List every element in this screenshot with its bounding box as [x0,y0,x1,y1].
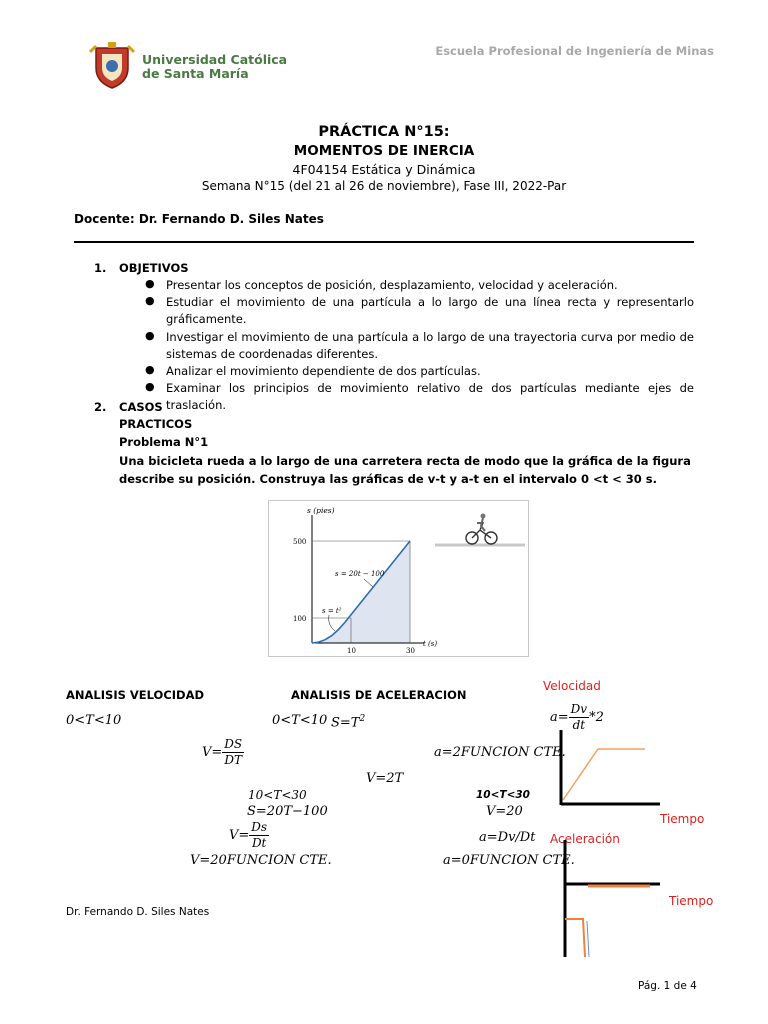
velocity-sketch-title: Velocidad [543,679,601,693]
bullet-icon: ● [145,329,155,342]
parabola-equation-label: s = t² [322,607,342,615]
velocity-analysis-heading: ANALISIS VELOCIDAD [66,688,205,702]
velocity-derivative-2 [229,820,269,851]
area-under-curve [312,541,410,643]
bullet-icon: ● [145,363,155,376]
a-interval-1: 0<T<10 [272,713,328,728]
university-name-line1: Universidad Católica [142,52,288,67]
bullet-icon: ● [145,380,155,393]
y-axis-label: s (pies) [307,506,335,515]
objective-item [0,329,768,363]
acceleration-analysis-heading: ANALISIS DE ACELERACION [291,688,467,702]
acceleration-constant: a=2FUNCION CTE. [434,745,566,760]
velocity-fraction-2 [249,820,269,851]
docente-line: Docente: Dr. Fernando D. Siles Nates [74,212,324,226]
position-time-chart [269,501,528,656]
velocity-sketch-line [563,749,645,800]
objectives-label: OBJETIVOS [119,261,189,275]
fraction-denominator: Dt [251,836,267,850]
velocity-derivative [202,737,244,768]
y-tick-100: 100 [293,615,307,623]
bullet-icon: ● [145,294,155,307]
objectives-number: 1. [94,261,107,275]
cyclist-icon [466,514,497,545]
divider-line [74,241,694,243]
velocity-derivative-2-lhs: V= [229,828,250,843]
line-equation-label: s = 20t − 100 [335,570,385,578]
position-equation-exponent: 2 [359,714,366,724]
cases-label-2: PRACTICOS [119,417,193,431]
objective-text: Presentar los conceptos de posición, desplazamiento, velocidad y aceleración. [166,278,618,292]
objective-text: Estudiar el movimiento de una partícula a lo largo de una línea recta y representarlo gráficamente. [166,295,694,326]
week-line: Semana N°15 (del 21 al 26 de noviembre), Fase III, 2022-Par [201,179,567,193]
fraction-numerator: DS [224,737,243,751]
position-equation [331,714,365,730]
problem-statement: Una bicicleta rueda a lo largo de una carretera recta de modo que la gráfica de la figura describe su posición. Construya las gráficas de v-t y a-t en el intervalo 0 <t < 30 s. [119,454,691,486]
v-interval-2: 10<T<30 [248,788,307,802]
acceleration-zero-function: a=0FUNCION CTE. [443,853,575,868]
university-crest-logo [88,42,136,90]
fraction-denominator: dt [572,718,586,732]
y-tick-500: 500 [293,538,307,546]
objectives-heading [0,261,768,277]
objective-text: Analizar el movimiento dependiente de dos partículas. [166,364,481,378]
bullet-icon: ● [145,277,155,290]
line-leader-line [364,579,373,587]
velocity-2t: V=2T [366,771,404,786]
acceleration-formula-lhs: a= [550,710,569,725]
x-tick-30: 30 [406,647,415,655]
acceleration-sketch-title: Aceleración [550,832,620,846]
university-name-line2: de Santa María [142,66,249,81]
cases-number: 2. [94,400,107,414]
velocity-constant-function: V=20FUNCION CTE. [190,853,332,868]
objective-item [0,277,768,294]
footer-author: Dr. Fernando D. Siles Nates [66,906,210,918]
fraction-denominator: DT [224,753,243,767]
a-interval-2: 10<T<30 [476,789,530,801]
objective-text: Investigar el movimiento de una partícula a lo largo de una trayectoria curva por medio de sistemas de coordenadas diferentes. [166,330,694,361]
acceleration-sketch-time-label: Tiempo [669,894,714,908]
acceleration-sketch-constant-line [565,919,585,957]
velocity-fraction [222,737,244,768]
acceleration-derivative: a=Dv/Dt [479,830,536,845]
velocity-sketch-time-label: Tiempo [660,812,705,826]
fraction-numerator: Ds [251,820,268,834]
page-number: Pág. 1 de 4 [638,980,697,992]
topic-title: MOMENTOS DE INERCIA [293,143,475,159]
cases-heading [0,400,768,416]
school-name: Escuela Profesional de Ingeniería de Minas [435,44,714,58]
course-line: 4F04154 Estática y Dinámica [292,162,476,177]
x-axis-label: t (s) [423,640,438,648]
cases-label-1: CASOS [119,400,163,414]
fraction-numerator: Dv [570,702,588,716]
v-interval-1: 0<T<10 [66,713,122,728]
velocity-derivative-lhs: V= [202,745,223,760]
acceleration-sketch-drop-line [587,921,589,957]
velocity-constant-20: V=20 [486,804,523,819]
problem-title: Problema N°1 [119,435,209,449]
sketch-graphs [550,695,670,965]
position-equation-base: S=T [331,715,360,731]
acceleration-formula-multiplier: *2 [589,710,604,725]
objective-text: Examinar los principios de movimiento relativo de dos partículas mediante ejes de traslación. [166,381,694,412]
position-time-figure [268,500,529,657]
objective-item [0,294,768,329]
parabola-leader-line [329,615,335,631]
position-line-equation: S=20T−100 [247,804,328,819]
objective-item [0,363,768,380]
practice-title: PRÁCTICA N°15: [318,124,450,140]
x-tick-10: 10 [347,647,356,655]
